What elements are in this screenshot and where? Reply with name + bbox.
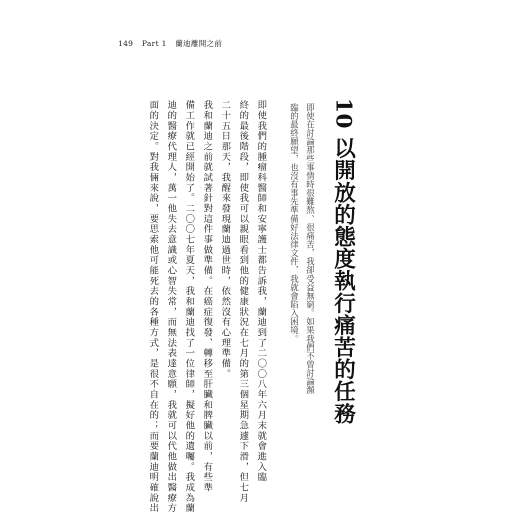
body-line-2: 終的最後階段，即使我可以親眼看到他的健康狀況在七月的第三個星期急遽下滑，但七月 <box>237 100 249 503</box>
body-line-4: 我和蘭迪之前就試著針對這件事做準備。在癌症復發、轉移至肝臟和脾臟以前，有些準 <box>201 100 213 493</box>
body-line-1: 即使我們的腫瘤科醫師和安寧護士都告訴我，蘭迪到了二〇〇八年六月末就會進入臨 <box>255 100 267 483</box>
body-line-7: 面的決定。對我倆來說，要思索他可能死去的各種方式，是很不自在的；而要蘭迪明確說出 <box>147 100 159 513</box>
running-header <box>118 38 228 49</box>
body-line-3: 二十五日那天，我醒來發現蘭迪過世時，依然沒有心理準備。 <box>219 100 231 379</box>
chapter-title: 10 以開放的態度執行痛苦的任務 <box>330 98 356 425</box>
part-label: Part 1 <box>141 39 167 48</box>
epigraph-line-2: 臨的最終願望，也沒有事先準備好法律文件，我就會陷入困境。 <box>289 103 300 343</box>
part-title: 蘭迪離開之前 <box>175 39 223 48</box>
body-line-5: 備工作就已經開始了。二〇〇七年夏天，我和蘭迪找了一位律師，擬好他的遺囑。我成為蘭 <box>183 100 195 513</box>
body-line-6: 迪的醫療代理人，萬一他失去意識或心智失常，而無法表達意願，我就可以代他做出醫療方 <box>165 100 177 513</box>
epigraph-line-1: 即使在討論那些事情時很難熬、很痛苦，我卻受益無窮。如果我們不曾討論瀕 <box>305 103 316 395</box>
page-number: 149 <box>118 39 134 48</box>
